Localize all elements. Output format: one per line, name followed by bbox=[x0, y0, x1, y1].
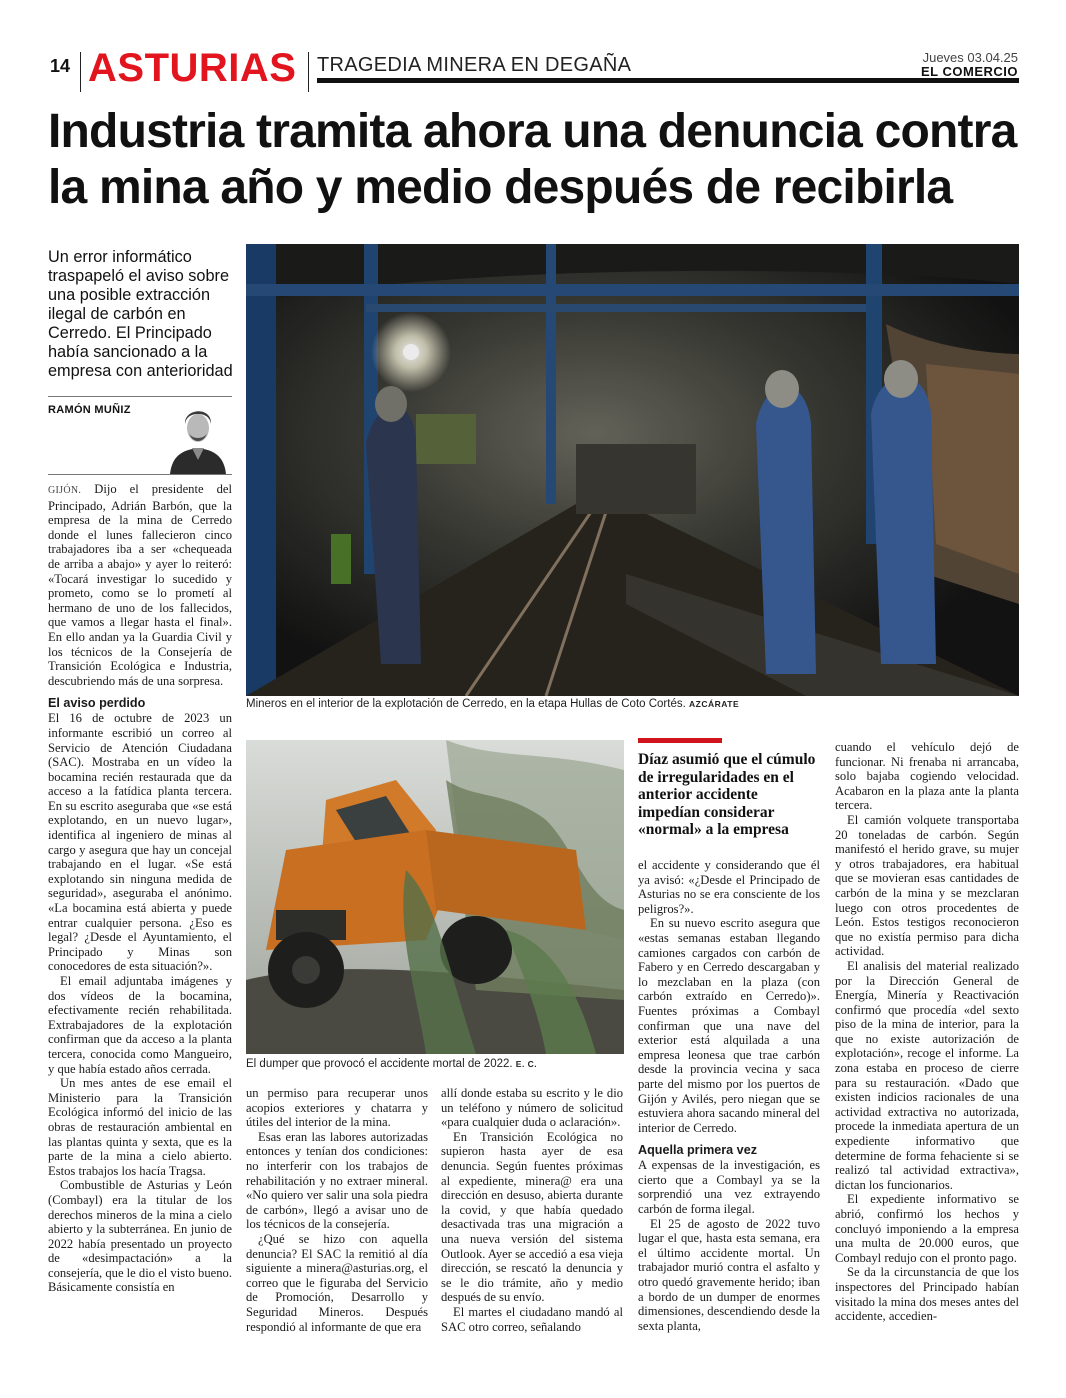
paragraph: En su nuevo escrito asegura que «estas semanas estaban llegando camiones cargados con carbón de Fabero y en Cerredo descargaban y lo mezclaban en la plaza (con carbón extraído en Cerredo)». Fuentes próximas a Combayl confirman que una nave del exterior está alquilada a una empresa leonesa que trae carbón desde la provincia vecina y saca parte del mismo por los puertos de Gijón y Avilés, pero niegan que se estuviera ahora sacando mineral del interior de Cerredo. bbox=[638, 916, 820, 1135]
byline-rule bbox=[48, 474, 232, 475]
paragraph: El 16 de octubre de 2023 un informante escribió un correo al Servicio de Atención Ciudadana (SAC). Mostraba en un vídeo la bocamina recién restaurada que da acceso a la fatídica planta tercera. En su escrito aseguraba que «se está explotando, en un nuevo lugar», identifica al ingeniero de minas al cargo y asegura que hay un concejal trabajando en el lugar. «Se está explotando sin ninguna medida de seguridad», aseguraba el anónimo. «La bocamina está abierta y puede entrar cualquier persona. ¿Eso es legal? ¿Desde el Ayuntamiento, el Principado y Minas son conocedores de esta situación?». bbox=[48, 711, 232, 974]
header-divider bbox=[308, 52, 309, 92]
header-rule bbox=[317, 78, 1019, 83]
standfirst: Un error informático traspapeló el aviso sobre una posible extracción ilegal de carbón en Cerredo. El Principado había sancionado a la empresa con anterioridad bbox=[48, 248, 233, 380]
byline: RAMÓN MUÑIZ bbox=[48, 404, 131, 416]
newspaper-name: EL COMERCIO bbox=[921, 64, 1018, 79]
headline bbox=[48, 104, 1028, 216]
pullquote: Díaz asumió que el cúmulo de irregularidades en el anterior accidente impedían considerar «normal» a la empresa bbox=[638, 751, 816, 838]
article-column-3 bbox=[441, 1086, 623, 1334]
subheading: El aviso perdido bbox=[48, 696, 146, 711]
paragraph: Combustible de Asturias y León (Combayl) era la titular de los derechos mineros de la mina a cielo abierto y la subterránea. En junio de 2022 había presentado un proyecto de «desimpactación» a la consejería, que le dio el visto bueno. Básicamente consistía en bbox=[48, 1178, 232, 1295]
subsection-title: TRAGEDIA MINERA EN DEGAÑA bbox=[317, 54, 632, 76]
paragraph: cuando el vehículo dejó de funcionar. Ni frenaba ni arrancaba, solo bajaba cogiendo velocidad. Acabaron en la plaza ante la planta tercera. bbox=[835, 740, 1019, 813]
subheading: Aquella primera vez bbox=[638, 1143, 757, 1158]
header-divider bbox=[80, 52, 81, 92]
paragraph: El expediente informativo se abrió, confirmó los hechos y concluyó imponiendo a la empresa una multa de 20.000 euros, que Combayl redujo con el pronto pago. bbox=[835, 1192, 1019, 1265]
paragraph: El analisis del material realizado por la Dirección General de Energía, Minería y Reactivación confirmó que procedía «del sexto piso de la mina de interior, para la que no existe autorización de explotación», recoge el informe. La zona estaba en proceso de cierre para su restauración. «Dado que existen indicios racionales de una actividad extractiva no autorizada, procede la inmediata apertura de un expediente informativo que determine de forma fehaciente si se realizó tal actividad extractiva», dictan los funcionarios. bbox=[835, 958, 1019, 1192]
paragraph: un permiso para recuperar unos acopios exteriores y chatarra y útiles del interior de la mina. bbox=[246, 1086, 428, 1130]
paragraph: El email adjuntaba imágenes y dos vídeos de la bocamina, efectivamente recién rehabilitada. Extrabajadores de la explotación confirman que da acceso a la planta tercera, conocida como Mangueiro, y que había estado años cerrada. bbox=[48, 974, 232, 1076]
paragraph: En Transición Ecológica no supieron hasta ayer de esa denuncia. Según fuentes próximas al expediente, minera@ era una dirección en desuso, abierta durante la covid, y que había quedado desactivada tras una migración a una nueva versión del sistema Outlook. Ayer se accedió a esa vieja dirección, se rescató la denuncia y se le dio trámite, año y medio después de su envío. bbox=[441, 1129, 623, 1305]
article-column-1 bbox=[48, 482, 232, 1295]
paragraph: el accidente y considerando que él ya avisó: «¿Desde el Principado de Asturias no se era consciente de los peligros?». bbox=[638, 858, 820, 916]
issue-date: Jueves 03.04.25 bbox=[922, 50, 1018, 65]
paragraph: Se da la circunstancia de que los inspectores del Principado habían visitado la mina dos meses antes del accidente, accedien- bbox=[835, 1265, 1019, 1324]
pullquote-bar bbox=[638, 738, 722, 743]
paragraph: Esas eran las labores autorizadas entonces y tenían dos condiciones: no interferir con los trabajos de rehabilitación y no extraer mineral. «No quiero ver salir una sola piedra de carbón», llegó a avisar uno de los técnicos de la consejería. bbox=[246, 1129, 428, 1232]
paragraph: GIJÓN. Dijo el presidente del Principado, Adrián Barbón, que la empresa de la mina de Cerredo donde el lunes fallecieron cinco trabajadores iba a ser «chequeada de arriba a abajo» y ayer lo reiteró: «Tocará investigar lo sucedido y prometo, como se lo prometí al hermano de uno de los fallecidos, que vamos a llegar hasta el final». En ello andan ya la Guardia Civil y los técnicos de la Consejería de Transición Ecológica e Industria, descubriendo más de una sorpresa. bbox=[48, 482, 232, 688]
paragraph: allí donde estaba su escrito y le dio un teléfono y número de solicitud «para cualquier duda o aclaración». bbox=[441, 1086, 623, 1130]
headline-line: Industria tramita ahora una denuncia contra bbox=[48, 105, 1017, 158]
mine-interior-photo bbox=[246, 244, 1019, 696]
photo-credit: AZCÁRATE bbox=[689, 699, 740, 709]
author-portrait bbox=[166, 398, 230, 474]
section-title: ASTURIAS bbox=[88, 46, 297, 90]
paragraph: ¿Qué se hizo con aquella denuncia? El SAC la remitió al día siguiente a minera@asturias.org, el correo que le figuraba del Servicio de Promoción, Desarrollo y Seguridad Mineros. Después respondió al informante de que era bbox=[246, 1231, 428, 1334]
paragraph: El 25 de agosto de 2022 tuvo lugar el que, hasta esta semana, era el último accidente mortal. Un trabajador murió contra el asfalto y otro quedó gravemente herido; iban a bordo de un dumper de enormes dimensiones, descendiendo desde la sexta planta, bbox=[638, 1216, 820, 1333]
article-column-2 bbox=[246, 1086, 428, 1334]
page-number: 14 bbox=[50, 56, 71, 76]
photo-caption: El dumper que provocó el accidente mortal de 2022. E. C. bbox=[246, 1058, 538, 1070]
photo-credit: E. C. bbox=[515, 1059, 538, 1069]
headline-line: la mina año y medio después de recibirla bbox=[48, 161, 953, 214]
paragraph: Un mes antes de ese email el Ministerio para la Transición Ecológica informó del inicio de las obras de restauración ambiental en las plantas quinta y sexta, que es la parte de la mina a cielo abierto. Estos trabajos los hacía Tragsa. bbox=[48, 1076, 232, 1178]
dumper-photo bbox=[246, 740, 624, 1054]
byline-rule bbox=[48, 396, 232, 397]
paragraph: El camión volquete transportaba 20 toneladas de carbón. Según manifestó el herido grave, su mujer y otros trabajadores, era habitual que se movieran esas cantidades de carbón de la mina y se mezclaran luego con otros procedentes de León. Estos testigos reconocieron que no existía permiso para dicha actividad. bbox=[835, 812, 1019, 959]
article-column-4 bbox=[638, 858, 820, 1333]
paragraph: A expensas de la investigación, es cierto que a Combayl ya se la sorprendió una vez extrayendo carbón de forma ilegal. bbox=[638, 1158, 820, 1217]
dateline: GIJÓN. bbox=[48, 485, 82, 496]
photo-caption: Mineros en el interior de la explotación de Cerredo, en la etapa Hullas de Coto Cortés. AZCÁRATE bbox=[246, 698, 740, 710]
article-column-5 bbox=[835, 740, 1019, 1324]
paragraph: El martes el ciudadano mandó al SAC otro correo, señalando bbox=[441, 1304, 623, 1334]
